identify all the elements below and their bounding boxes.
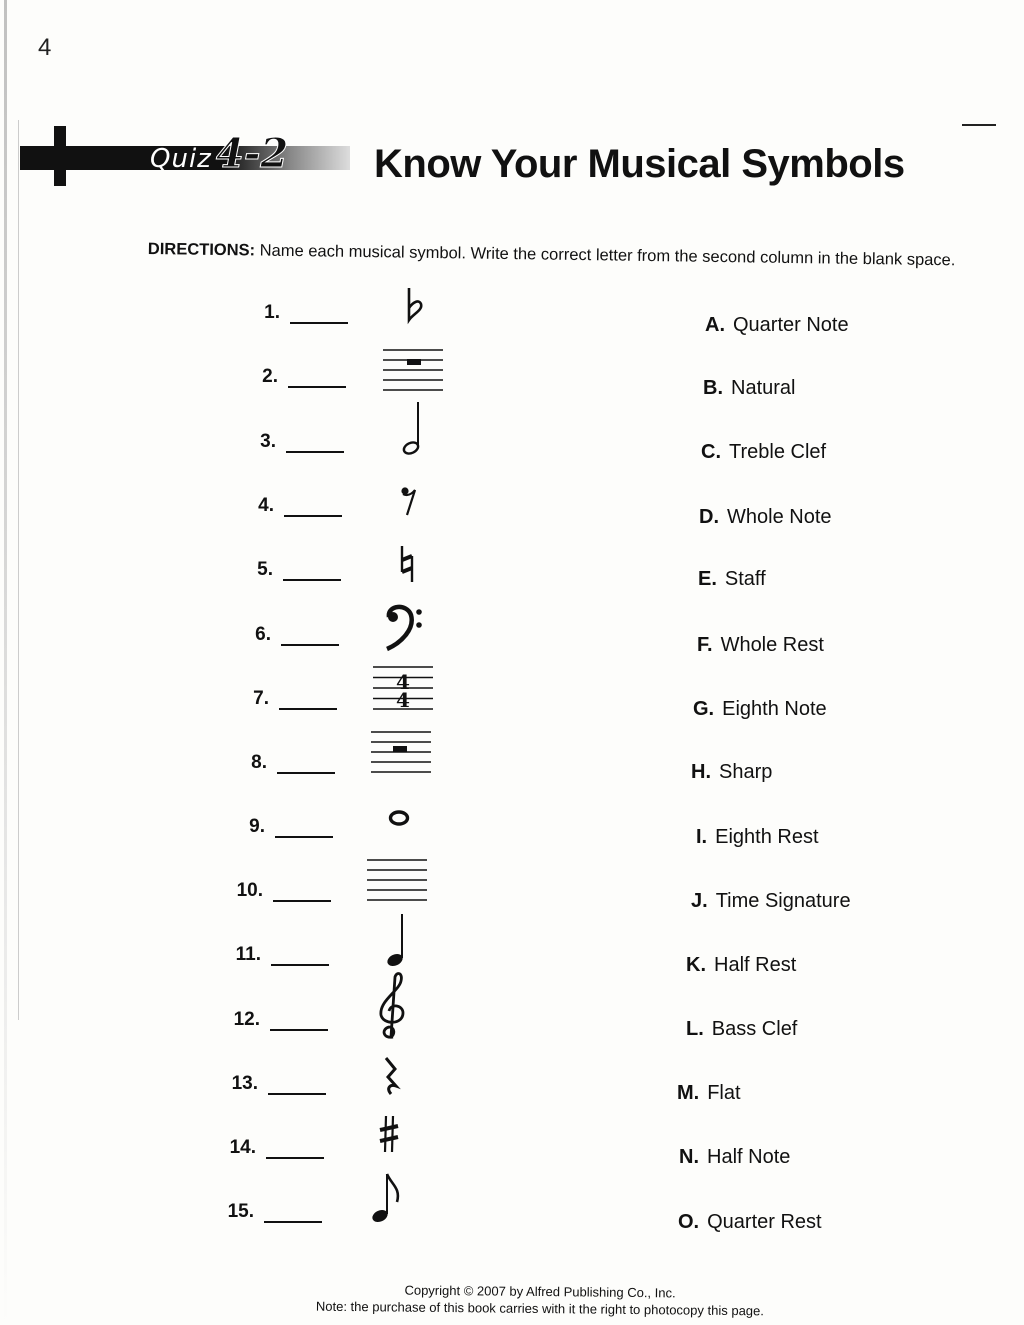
quarter-rest-symbol (356, 1046, 426, 1106)
answer-letter: O. (678, 1211, 700, 1233)
answer-letter: J. (691, 890, 708, 912)
answer-text: Whole Note (727, 506, 832, 528)
question-number: 11. (235, 944, 261, 965)
answer-text: Eighth Note (722, 698, 827, 720)
answer-blank[interactable] (268, 1093, 326, 1095)
page-title: Know Your Musical Symbols (374, 142, 905, 186)
question-item (251, 752, 337, 788)
answer-letter: H. (691, 761, 711, 783)
question-number: 3. (260, 431, 276, 452)
question-item (235, 944, 331, 980)
answer-text: Treble Clef (729, 441, 827, 463)
answer-blank[interactable] (266, 1157, 324, 1159)
answer-option (686, 1018, 797, 1041)
answer-text: Flat (707, 1082, 741, 1104)
quiz-banner (20, 130, 365, 182)
question-number: 2. (262, 366, 278, 387)
directions-label: DIRECTIONS: (147, 240, 256, 260)
photocopy-note: Note: the purchase of this book carries with it the right to photocopy this page. (315, 1298, 764, 1319)
scan-edge-line (18, 120, 19, 1020)
answer-blank[interactable] (275, 836, 333, 838)
answer-letter: G. (693, 698, 715, 720)
question-number: 9. (249, 816, 265, 837)
answer-letter: I. (696, 826, 708, 848)
question-number: 14. (229, 1137, 256, 1158)
answer-option (693, 698, 827, 721)
answer-blank[interactable] (279, 708, 337, 710)
question-number: 6. (255, 624, 271, 645)
answer-option (678, 1211, 822, 1234)
svg-text:4: 4 (396, 688, 410, 712)
page-number: 4 (38, 34, 52, 61)
half-rest-on-staff-symbol (366, 722, 436, 782)
answer-option (698, 568, 766, 591)
answer-option (705, 314, 849, 337)
quiz-banner-post (54, 126, 66, 186)
answer-text: Quarter Rest (707, 1211, 822, 1233)
directions (148, 240, 956, 270)
half-note-symbol (376, 400, 446, 460)
answer-blank[interactable] (270, 1029, 328, 1031)
answer-text: Staff (724, 568, 766, 590)
answer-blank[interactable] (286, 451, 344, 453)
sharp-symbol (354, 1104, 424, 1164)
answer-blank[interactable] (277, 772, 335, 774)
whole-note-symbol (364, 788, 434, 848)
question-number: 10. (236, 880, 263, 901)
answer-option (699, 506, 832, 529)
answer-option (691, 761, 772, 784)
question-item (231, 1073, 328, 1109)
answer-text: Quarter Note (733, 314, 849, 336)
answer-letter: M. (677, 1082, 700, 1104)
answer-letter: K. (686, 954, 706, 976)
answer-blank[interactable] (283, 579, 341, 581)
answer-text: Natural (731, 377, 796, 399)
answer-letter: E. (698, 568, 717, 590)
treble-clef-symbol (358, 976, 428, 1036)
answer-option (677, 1082, 741, 1105)
question-item (262, 366, 348, 402)
answer-blank[interactable] (288, 386, 346, 388)
question-number: 13. (231, 1073, 258, 1094)
answer-option (679, 1146, 790, 1169)
answer-text: Whole Rest (720, 634, 824, 656)
answer-blank[interactable] (271, 964, 329, 966)
answer-letter: L. (686, 1018, 704, 1040)
question-item (264, 302, 350, 338)
answer-text: Bass Clef (711, 1018, 798, 1040)
answer-blank[interactable] (273, 900, 331, 902)
question-item (255, 624, 341, 660)
staff-symbol (362, 850, 432, 910)
footer (0, 1277, 1024, 1322)
question-item (249, 816, 335, 852)
answer-letter: C. (701, 441, 721, 463)
question-number: 1. (264, 302, 280, 323)
time-signature-symbol (368, 658, 438, 718)
quarter-note-symbol (360, 912, 430, 972)
answer-letter: A. (705, 314, 725, 336)
answer-letter: N. (679, 1146, 699, 1168)
answer-blank[interactable] (284, 515, 342, 517)
question-item (236, 880, 333, 916)
answer-text: Half Rest (714, 954, 797, 976)
question-number: 12. (233, 1009, 260, 1030)
answer-option (696, 826, 819, 849)
answer-option (701, 441, 826, 464)
eighth-note-symbol (352, 1168, 422, 1228)
question-item (227, 1201, 324, 1237)
question-number: 7. (253, 688, 269, 709)
quiz-label: Quiz (150, 144, 212, 174)
answer-option (703, 377, 795, 400)
question-item (258, 495, 344, 531)
answer-letter: B. (703, 377, 723, 399)
answer-option (691, 890, 851, 913)
question-item (260, 431, 346, 467)
question-item (253, 688, 339, 724)
whole-rest-on-staff-symbol (378, 340, 448, 400)
question-number: 4. (258, 495, 274, 516)
quiz-number: 4-2 (216, 130, 289, 177)
answer-text: Half Note (707, 1146, 791, 1168)
answer-blank[interactable] (281, 644, 339, 646)
natural-symbol (372, 534, 442, 594)
question-item (257, 559, 343, 595)
flat-symbol (380, 276, 450, 336)
answer-text: Time Signature (715, 890, 851, 912)
answer-text: Eighth Rest (715, 826, 819, 848)
question-item (229, 1137, 326, 1173)
question-number: 5. (257, 559, 273, 580)
answer-letter: F. (697, 634, 713, 656)
answer-letter: D. (699, 506, 719, 528)
question-number: 8. (251, 752, 267, 773)
eighth-rest-symbol (374, 470, 444, 530)
answer-option (686, 954, 796, 977)
directions-text: Name each musical symbol. Write the correct letter from the second column in the blank space. (254, 241, 956, 270)
answer-blank[interactable] (290, 322, 348, 324)
question-number: 15. (227, 1201, 254, 1222)
answer-text: Sharp (719, 761, 773, 783)
question-item (233, 1009, 330, 1045)
svg-text:4: 4 (396, 670, 410, 694)
answer-blank[interactable] (264, 1221, 322, 1223)
answer-option (697, 634, 824, 657)
copyright-text: Copyright © 2007 by Alfred Publishing Co., Inc. (404, 1282, 676, 1301)
corner-dash (962, 124, 996, 126)
scan-edge (4, 0, 7, 1325)
bass-clef-symbol (370, 596, 440, 656)
